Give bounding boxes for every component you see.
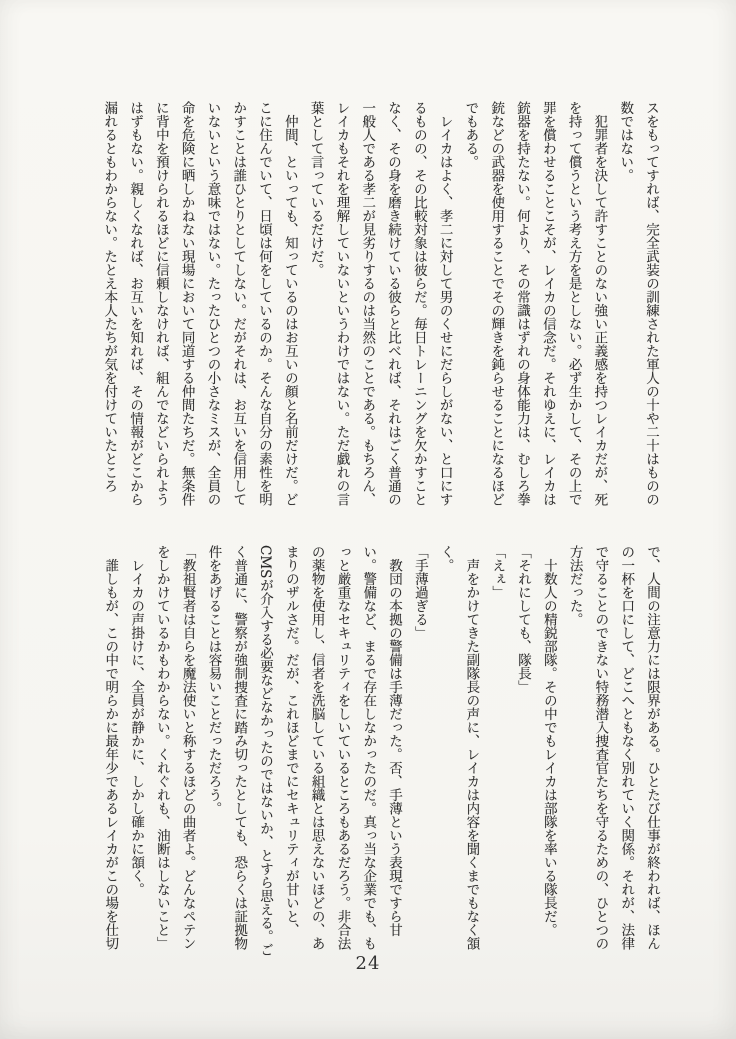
text-column: を持って償うという考え方を是としない。必ず生かして、その上で [565, 101, 582, 506]
text-column: 銃器を持たない。何より、その常識はずれの身体能力は、むしろ拳 [514, 101, 531, 506]
text-column: く普通に、警察が強制捜査に踏み切ったとしても、恐らくは証拠物 [231, 545, 248, 950]
text-column: 誰しもが、この中で明らかに最年少であるレイカがこの場を仕切 [102, 545, 119, 950]
text-column: 銃などの武器を使用することでその輝きを鈍らせることになるほど [488, 101, 505, 506]
text-column: 声をかけてきた副隊長の声に、レイカは内容を聞くまでもなく頷 [463, 545, 480, 950]
text-column: スをもってすれば、完全武装の訓練された軍人の十や二十はものの [643, 101, 659, 506]
text-column: はずもない。親しくなれば、お互いを知れば、その情報がどこから [127, 101, 144, 506]
text-column: こに住んでいて、日頃は何をしているのか。そんな自分の素性を明 [256, 101, 273, 506]
text-column: CMSが介入する必要などなかったのではないか、とすら思える。ご [257, 545, 274, 957]
text-column: るものの、その比較対象は彼らだ。毎日トレーニングを欠かすこと [410, 101, 427, 506]
text-column: 命を危険に晒しかねない現場において同道する仲間たちだ。無条件 [178, 101, 195, 506]
text-column: 犯罪者を決して許すことのない強い正義感を持つレイカだが、死 [591, 101, 608, 506]
text-column: で守ることのできない特務潜入捜査官たちを守るための、ひとつの [592, 545, 609, 950]
text-column: 「それにしても、隊長」 [515, 545, 532, 694]
bottom-text-block [96, 545, 664, 963]
text-column: 「えぇ」 [489, 545, 506, 599]
page-number: 24 [355, 953, 381, 974]
top-text-block [95, 101, 663, 509]
text-column: レイカもそれを理解していないというわけではない。ただ戯れの言 [333, 101, 350, 506]
text-column: 十数人の精鋭部隊。その中でもレイカは部隊を率いる隊長だ。 [540, 545, 557, 937]
text-column: をしかけているかもわからない。くれぐれも、油断はしないこと」 [153, 545, 170, 950]
text-column: っと厳重なセキュリティをしいているところもあるだろう。非合法 [334, 545, 351, 950]
text-column: 「教祖賢者は自らを魔法使いと称するほどの曲者よ。どんなペテン [179, 545, 196, 950]
text-column: でもある。 [462, 101, 479, 169]
text-column: 件をあげることは容易いことだっただろう。 [205, 545, 222, 815]
text-column: 漏れるともわからない。たとえ本人たちが気を付けていたところ [101, 101, 118, 493]
text-column: なく、その身を磨き続けている彼らと比べれば、それはごく普通の [385, 101, 402, 506]
text-column: 罪を償わせることこそが、レイカの信念だ。それゆえに、レイカは [539, 101, 556, 506]
text-column: 仲間、といっても、知っているのはお互いの顔と名前だけだ。ど [281, 101, 298, 506]
text-column: く。 [437, 545, 454, 572]
text-column: レイカの声掛けに、全員が静かに、しかし確かに頷く。 [128, 545, 145, 896]
text-column: い。警備など、まるで存在しなかったのだ。真っ当な企業でも、も [360, 545, 377, 950]
text-column: 方法だった。 [566, 545, 583, 626]
text-column: レイカはよく、孝二に対して男のくせにだらしがない、と口にす [436, 101, 453, 506]
text-column: かすことは誰ひとりとしてしない。だがそれは、お互いを信用して [230, 101, 247, 506]
text-column: 葉として言っているだけだ。 [307, 101, 324, 277]
text-column: 「手薄過ぎる」 [411, 545, 428, 640]
text-column: に背中を預けられるほどに信頼しなければ、組んでなどいられよう [152, 101, 169, 506]
text-column: 数ではない。 [617, 101, 634, 182]
text-column: いないという意味ではない。たったひとつの小さなミスが、全員の [204, 101, 221, 506]
text-column: の一杯を口にして、どこへともなく別れていく関係。それが、法律 [618, 545, 635, 950]
text-column: 教団の本拠の警備は手薄だった。否、手薄という表現ですら甘 [386, 545, 403, 937]
text-column: 一般人である孝二が見劣りするのは当然のことである。もちろん、 [359, 101, 376, 506]
text-column: で、人間の注意力には限界がある。ひとたび仕事が終われば、ほん [644, 545, 660, 950]
text-column: の薬物を使用し、信者を洗脳している組織とは思えないほどの、あ [308, 545, 325, 950]
text-column: まりのザルさだ。だが、これほどまでにセキュリティが甘いと、 [282, 545, 299, 937]
